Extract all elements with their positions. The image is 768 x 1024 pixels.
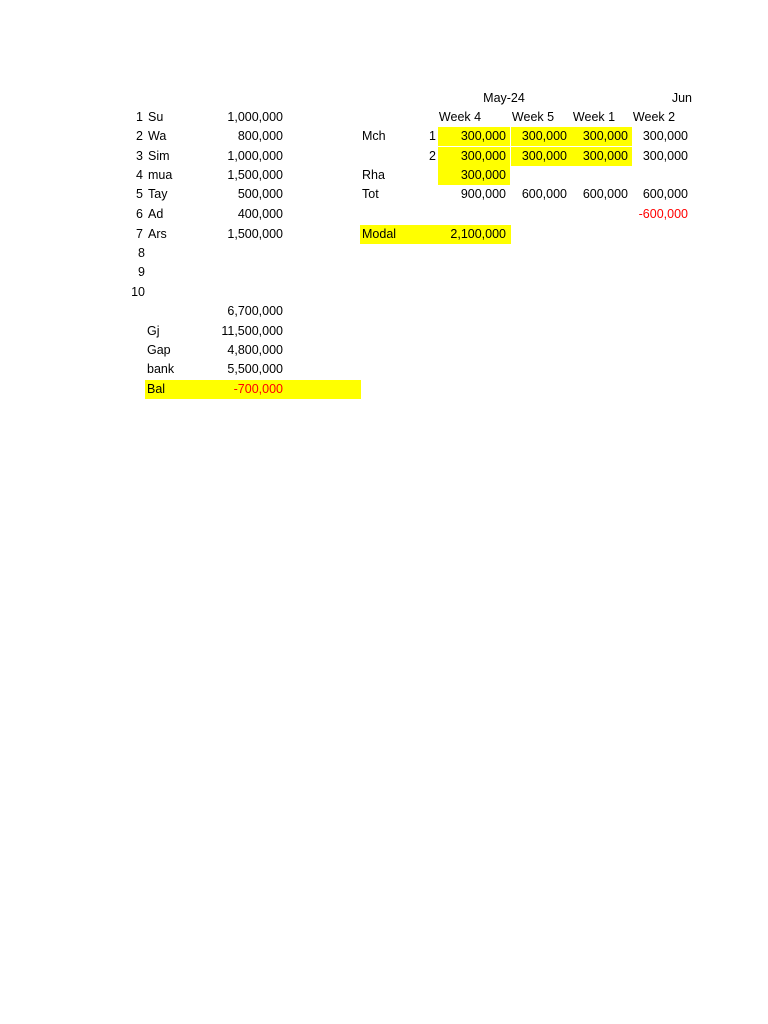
row-name: mua — [148, 168, 173, 182]
summary-amount: 4,800,000 — [227, 343, 283, 357]
row-number: 1 — [136, 110, 143, 124]
cell-highlighted: 300,000 — [571, 147, 632, 166]
row-number: 4 — [136, 168, 143, 182]
modal-value: 2,100,000 — [450, 227, 506, 241]
cell-value: 300,000 — [642, 149, 688, 163]
summary-amount: 5,500,000 — [227, 362, 283, 376]
week-header: Week 1 — [572, 110, 616, 124]
row-number: 7 — [136, 227, 143, 241]
row-name: Tay — [148, 187, 168, 201]
row-name: Ars — [148, 227, 167, 241]
cell-value: 300,000 — [642, 129, 688, 143]
cell-highlighted: 300,000 — [438, 127, 510, 146]
row-amount: 1,000,000 — [227, 149, 283, 163]
week-header: Week 4 — [438, 110, 482, 124]
tot-value: 600,000 — [642, 187, 688, 201]
row-number: 9 — [138, 265, 145, 279]
tot-value: 600,000 — [582, 187, 628, 201]
row-amount: 1,500,000 — [227, 168, 283, 182]
row-name: Wa — [148, 129, 167, 143]
cell-highlighted: 300,000 — [571, 127, 632, 146]
row-amount: 500,000 — [237, 187, 283, 201]
month-header: May-24 — [483, 91, 525, 105]
tot-label: Tot — [362, 187, 379, 201]
modal-label: Modal — [362, 227, 397, 241]
cell-highlighted: 300,000 — [511, 147, 571, 166]
mch-index: 2 — [429, 149, 436, 163]
balance-amount: -700,000 — [233, 382, 283, 396]
week-header: Week 2 — [632, 110, 676, 124]
row-number: 5 — [136, 187, 143, 201]
cell-highlighted: 300,000 — [511, 127, 571, 146]
summary-label: Gj — [147, 324, 160, 338]
row-number: 3 — [136, 149, 143, 163]
difference-value: -600,000 — [638, 207, 688, 221]
row-amount: 400,000 — [237, 207, 283, 221]
row-number: 8 — [138, 246, 145, 260]
row-number: 6 — [136, 207, 143, 221]
tot-value: 600,000 — [521, 187, 567, 201]
row-number: 10 — [131, 285, 145, 299]
cell-highlighted: 300,000 — [438, 166, 510, 185]
row-number: 2 — [136, 129, 143, 143]
mch-index: 1 — [429, 129, 436, 143]
row-amount: 1,000,000 — [227, 110, 283, 124]
rha-label: Rha — [362, 168, 385, 182]
summary-label: Gap — [147, 343, 171, 357]
tot-value: 900,000 — [460, 187, 506, 201]
row-amount: 1,500,000 — [227, 227, 283, 241]
row-name: Sim — [148, 149, 170, 163]
cell-highlighted: 300,000 — [438, 147, 510, 166]
month-header: Jun — [671, 91, 692, 105]
row-amount: 800,000 — [237, 129, 283, 143]
summary-label: bank — [147, 362, 175, 376]
summary-amount: 11,500,000 — [221, 324, 283, 338]
list-total: 6,700,000 — [227, 304, 283, 318]
row-name: Su — [148, 110, 164, 124]
row-name: Ad — [148, 207, 164, 221]
week-header: Week 5 — [511, 110, 555, 124]
mch-label: Mch — [362, 129, 386, 143]
balance-label: Bal — [147, 382, 166, 396]
